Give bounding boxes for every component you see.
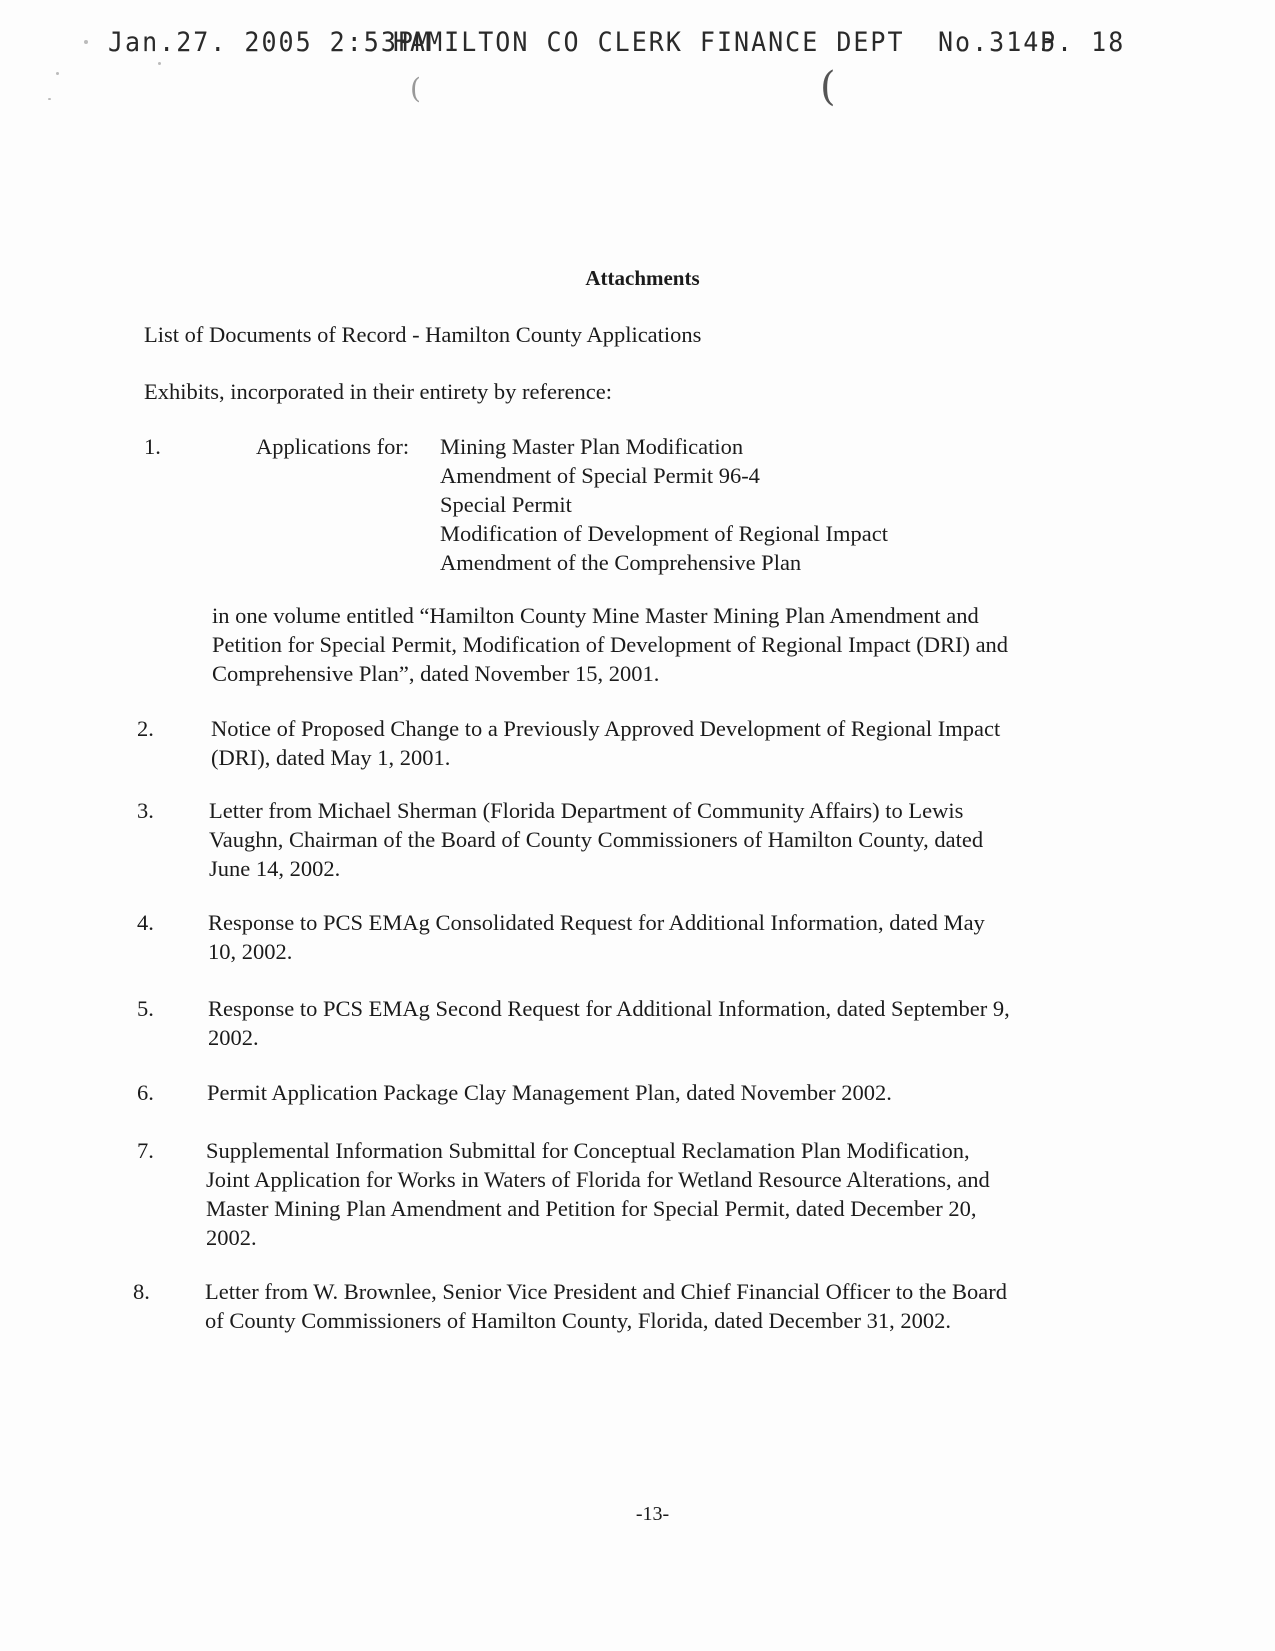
list-item (207, 1078, 892, 1107)
application-item: Mining Master Plan Modification (440, 434, 744, 459)
item-number: 5. (137, 996, 154, 1021)
item-line: Master Mining Plan Amendment and Petition for Special Permit, dated December 20, (206, 1196, 977, 1221)
item-line: Notice of Proposed Change to a Previously Approved Development of Regional Impact (211, 716, 1001, 741)
scan-speck (48, 98, 51, 100)
page-number: -13- (635, 1503, 670, 1525)
scan-speck (84, 40, 88, 44)
item-line: Vaughn, Chairman of the Board of County Commissioners of Hamilton County, dated (209, 827, 984, 852)
applications-label: Applications for: (256, 434, 410, 459)
item-number: 8. (133, 1279, 150, 1304)
item-line: Supplemental Information Submittal for Conceptual Reclamation Plan Modification, (206, 1138, 970, 1163)
paragraph-line: in one volume entitled “Hamilton County Mine Master Mining Plan Amendment and (212, 603, 979, 628)
scan-mark: ( (820, 64, 836, 110)
list-item (205, 1277, 1007, 1335)
item-line: Permit Application Package Clay Management Plan, dated November 2002. (207, 1080, 892, 1105)
item-line: Response to PCS EMAg Consolidated Request for Additional Information, dated May (208, 910, 985, 935)
scan-speck (56, 72, 59, 75)
scan-mark: ( (410, 72, 421, 105)
exhibits-intro: Exhibits, incorporated in their entirety by reference: (144, 379, 612, 404)
list-title: List of Documents of Record - Hamilton County Applications (144, 322, 702, 347)
item-line: of County Commissioners of Hamilton County, Florida, dated December 31, 2002. (205, 1308, 951, 1333)
item-number: 7. (137, 1138, 154, 1163)
item-line: Joint Application for Works in Waters of Florida for Wetland Resource Alterations, and (206, 1167, 990, 1192)
fax-date-time: Jan.27. 2005 2:53PM (108, 26, 432, 58)
fax-header (0, 26, 1275, 69)
item-line: Letter from W. Brownlee, Senior Vice President and Chief Financial Officer to the Board (205, 1279, 1007, 1304)
item-line: Letter from Michael Sherman (Florida Department of Community Affairs) to Lewis (209, 798, 964, 823)
item-number: 1. (144, 434, 161, 459)
fax-number: No.3145 (938, 26, 1058, 58)
list-item (211, 714, 1000, 772)
list-item (209, 796, 983, 883)
list-item (208, 908, 985, 966)
paragraph-line: Petition for Special Permit, Modification of Development of Regional Impact (DRI) and (212, 632, 1009, 657)
item-number: 4. (137, 910, 154, 935)
application-item: Amendment of Special Permit 96-4 (440, 463, 760, 488)
fax-page-number: P. 18 (1040, 26, 1126, 58)
item-number: 6. (137, 1080, 154, 1105)
paragraph-line: Comprehensive Plan”, dated November 15, 2001. (212, 661, 660, 686)
scan-speck (158, 62, 161, 65)
item-line: Response to PCS EMAg Second Request for Additional Information, dated September 9, (208, 996, 1010, 1021)
list-item (208, 994, 1010, 1052)
fax-sender: HAMILTON CO CLERK FINANCE DEPT (393, 26, 905, 58)
item-line: (DRI), dated May 1, 2001. (211, 745, 451, 770)
item-number: 2. (137, 716, 154, 741)
item-line: June 14, 2002. (209, 856, 341, 881)
document-title: Attachments (585, 266, 700, 290)
item-line: 2002. (208, 1025, 259, 1050)
item-line: 2002. (206, 1225, 257, 1250)
application-item: Modification of Development of Regional Impact (440, 521, 889, 546)
list-item (206, 1136, 990, 1252)
item-number: 3. (137, 798, 154, 823)
application-item: Amendment of the Comprehensive Plan (440, 550, 802, 575)
item1-continuation (212, 601, 1008, 688)
item-line: 10, 2002. (208, 939, 293, 964)
application-item: Special Permit (440, 492, 572, 517)
applications-list (440, 432, 888, 577)
